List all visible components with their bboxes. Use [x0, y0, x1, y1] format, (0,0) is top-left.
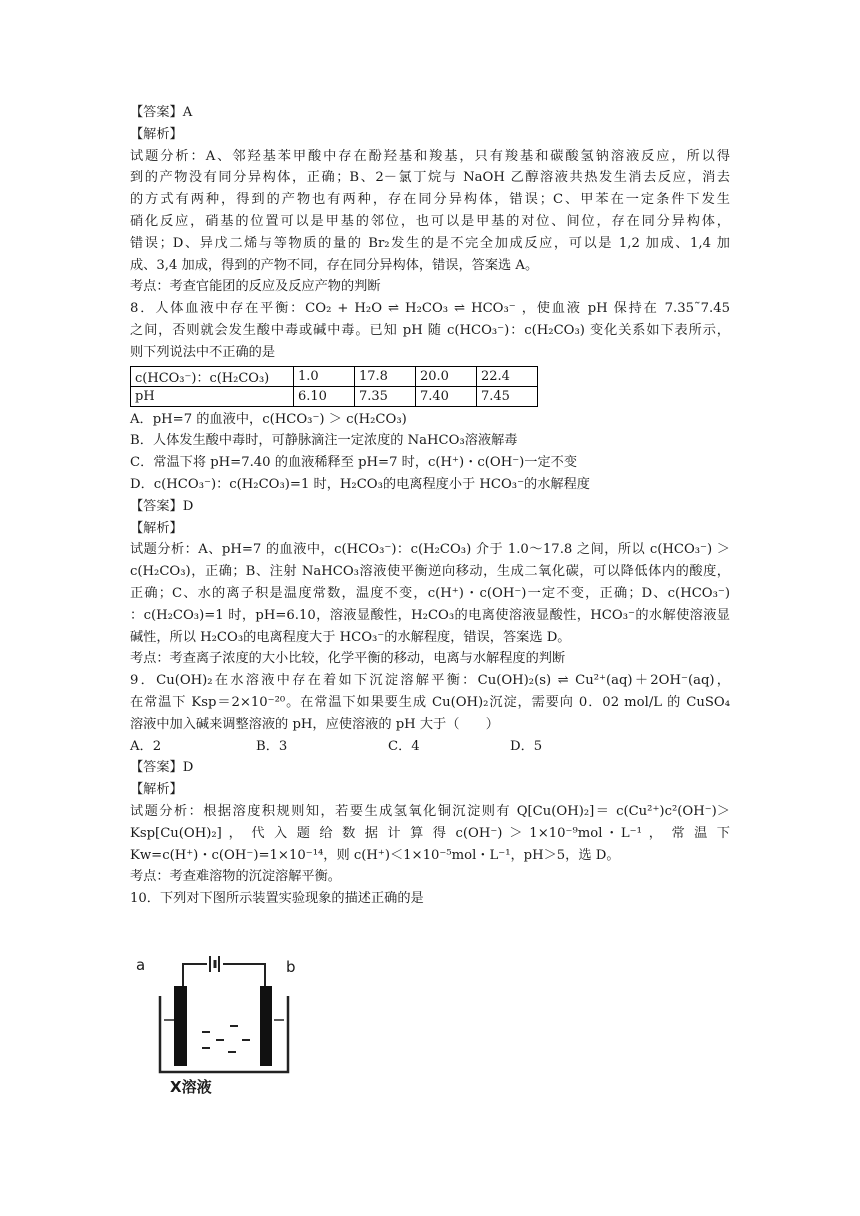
answer-9: 【答案】D — [130, 760, 194, 776]
explanation-8: 正确；C、水的离子积是温度常数，温度不变，c(H⁺)・c(OH⁻)一定不变，正确；D、c(HCO₃⁻) — [130, 585, 730, 601]
option-8d: D．c(HCO₃⁻)：c(H₂CO₃)=1 时，H₂CO₃的电离程度小于 HCO₃⁻的水解程度 — [130, 476, 590, 492]
explanation-9: Ksp[Cu(OH)₂] ， 代 入 题 给 数 据 计 算 得 c(OH⁻) ＞ 1×10⁻⁹mol・L⁻¹ ， 常 温 下 — [130, 825, 730, 841]
key-point-7: 考点：考查官能团的反应及反应产物的判断 — [130, 279, 381, 295]
table-cell: 7.40 — [416, 386, 477, 406]
explanation-8: c(H₂CO₃)，正确；B、注射 NaHCO₃溶液使平衡逆向移动，生成二氧化碳，可以降低体内的酸度， — [130, 564, 730, 580]
option-8b: B．人体发生酸中毒时，可静脉滴注一定浓度的 NaHCO₃溶液解毒 — [130, 433, 518, 449]
explanation-7: 错误；D、异戊二烯与等物质的量的 Br₂发生的是不完全加成反应，可以是 1,2 加成、1,4 加 — [130, 235, 730, 251]
question-9: 在常温下 Ksp＝2×10⁻²⁰。在常温下如果要生成 Cu(OH)₂沉淀，需要向 0．02 mol/L 的 CuSO₄ — [130, 694, 730, 710]
table-cell: 1.0 — [294, 366, 355, 386]
table-cell: 22.4 — [477, 366, 538, 386]
key-point-9: 考点：考查难溶物的沉淀溶解平衡。 — [130, 869, 341, 885]
table-cell: 6.10 — [294, 386, 355, 406]
explanation-9: Kw=c(H⁺)・c(OH⁻)=1×10⁻¹⁴，则 c(H⁺)＜1×10⁻⁵mol・L⁻¹，pH＞5，选 D。 — [130, 847, 620, 863]
option-9c: C．4 — [388, 738, 420, 754]
electrolysis-diagram — [130, 952, 310, 1102]
analysis-heading-8: 【解析】 — [130, 520, 183, 536]
explanation-7: 成、3,4 加成，得到的产物不同，存在同分异构体，错误，答案选 A。 — [130, 257, 539, 273]
options-9 — [130, 736, 730, 758]
table-cell: 7.45 — [477, 386, 538, 406]
table-cell: 20.0 — [416, 366, 477, 386]
table-header: c(HCO₃⁻)：c(H₂CO₃) — [131, 366, 294, 386]
question-10: 10．下列对下图所示装置实验现象的描述正确的是 — [130, 891, 424, 907]
option-9a: A．2 — [130, 738, 162, 754]
answer-8: 【答案】D — [130, 498, 194, 514]
option-8c: C．常温下将 pH=7.40 的血液稀释至 pH=7 时，c(H⁺)・c(OH⁻)一定不变 — [130, 455, 578, 471]
table-header: pH — [131, 386, 294, 406]
explanation-7: 到的产物没有同分异构体，正确；B、2－氯丁烷与 NaOH 乙醇溶液共热发生消去反应，消去 — [130, 170, 730, 186]
question-8: 则下列说法中不正确的是 — [130, 344, 276, 360]
electrolysis-cell-drawing — [130, 952, 310, 1102]
ph-ratio-table — [130, 366, 538, 407]
explanation-7: 试题分析：A、邻羟基苯甲酸中存在酚羟基和羧基，只有羧基和碳酸氢钠溶液反应，所以得 — [130, 148, 730, 164]
explanation-7: 的方式有两种，得到的产物也有两种，存在同分异构体，错误；C、甲苯在一定条件下发生 — [130, 192, 730, 208]
answer-7: 【答案】A — [130, 105, 193, 120]
option-9b: B．3 — [256, 738, 288, 754]
table-row — [131, 386, 538, 406]
question-8: 之间，否则就会发生酸中毒或碱中毒。已知 pH 随 c(HCO₃⁻)：c(H₂CO₃) 变化关系如下表所示， — [130, 322, 730, 338]
explanation-8: 试题分析：A、pH=7 的血液中，c(HCO₃⁻)：c(H₂CO₃) 介于 1.0～17.8 之间，所以 c(HCO₃⁻) ＞ — [130, 542, 730, 558]
question-9: 9．Cu(OH)₂在水溶液中存在着如下沉淀溶解平衡：Cu(OH)₂(s) ⇌ Cu²⁺(aq)＋2OH⁻(aq)， — [130, 673, 730, 689]
electrode-label-b: b — [286, 958, 296, 976]
option-8a: A．pH=7 的血液中，c(HCO₃⁻) ＞ c(H₂CO₃) — [130, 411, 407, 427]
key-point-8: 考点：考查离子浓度的大小比较，化学平衡的移动，电离与水解程度的判断 — [130, 651, 566, 667]
option-9d: D．5 — [510, 738, 543, 754]
electrode-label-a: a — [136, 956, 146, 974]
table-cell: 7.35 — [355, 386, 416, 406]
analysis-heading-7: 【解析】 — [130, 126, 183, 142]
explanation-7: 硝化反应，硝基的位置可以是甲基的邻位，也可以是甲基的对位、间位，存在同分异构体， — [130, 213, 730, 229]
explanation-9: 试题分析：根据溶度积规则知，若要生成氢氧化铜沉淀则有 Q[Cu(OH)₂]＝ c(Cu²⁺)c²(OH⁻)＞ — [130, 803, 730, 819]
table-row — [131, 366, 538, 386]
question-9: 溶液中加入碱来调整溶液的 pH，应使溶液的 pH 大于（ ） — [130, 716, 499, 732]
explanation-8: ：c(H₂CO₃)=1 时，pH=6.10，溶液显酸性，H₂CO₃的电离使溶液显酸性，HCO₃⁻的水解使溶液显 — [130, 607, 730, 623]
solution-label: X溶液 — [170, 1078, 212, 1096]
table-cell: 17.8 — [355, 366, 416, 386]
question-8: 8．人体血液中存在平衡：CO₂ + H₂O ⇌ H₂CO₃ ⇌ HCO₃⁻ ，使血液 pH 保持在 7.35˜7.45 — [130, 301, 730, 317]
exam-page — [130, 102, 730, 910]
explanation-8: 碱性，所以 H₂CO₃的电离程度大于 HCO₃⁻的水解程度，错误，答案选 D。 — [130, 629, 571, 645]
analysis-heading-9: 【解析】 — [130, 782, 183, 798]
